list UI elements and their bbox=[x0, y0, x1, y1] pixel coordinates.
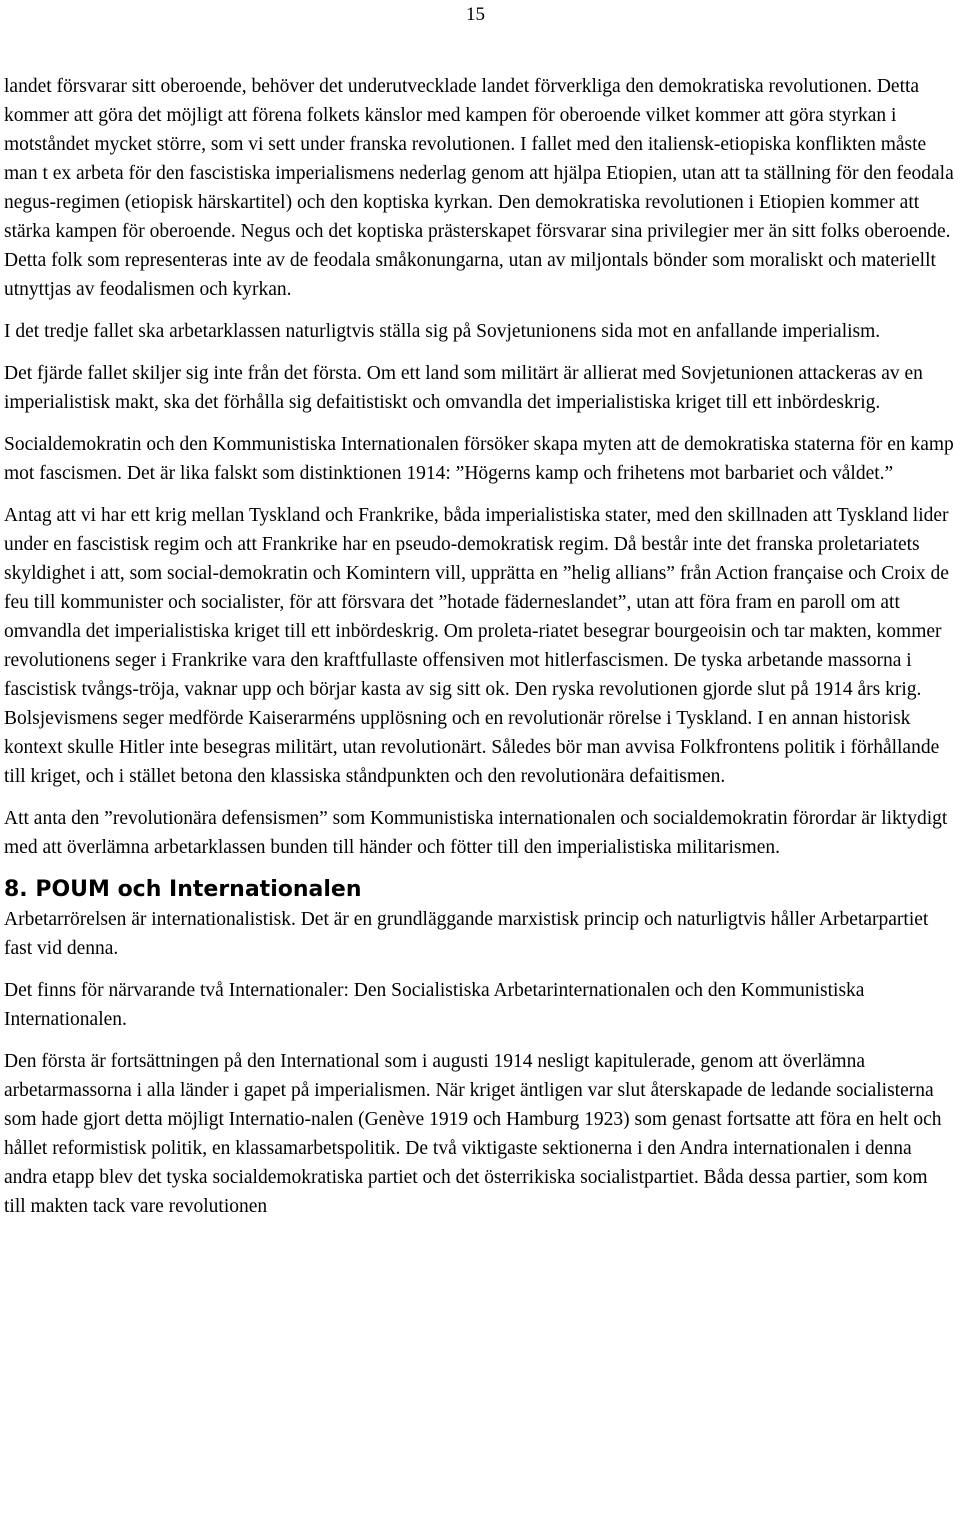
paragraph: landet försvarar sitt oberoende, behöver det underutvecklade landet förverkliga den demokratiska revolutionen. Detta kommer att göra det möjligt att förena folkets känslor med kampen för oberoende vilket kommer att göra styrkan i motståndet mycket större, som vi sett under franska revolutionen. I fallet med den italiensk-etiopiska konflikten måste man t ex arbeta för den fascistiska imperialismens nederlag genom att hjälpa Etiopien, utan att ta ställning för den feodala negus-regimen (etiopisk härskartitel) och den koptiska kyrkan. Den demokratiska revolutionen i Etiopien kommer att stärka kampen för oberoende. Negus och det koptiska prästerskapet försvarar sina privilegier mer än sitt folks oberoende. Detta folk som representeras inte av de feodala småkonungarna, utan av miljontals bönder som moraliskt och materiellt utnyttjas av feodalismen och kyrkan. bbox=[4, 76, 954, 300]
section-heading: 8. POUM och Internationalen bbox=[4, 877, 362, 902]
paragraph: Det finns för närvarande två Internationaler: Den Socialistiska Arbetarinternationalen och den Kommunistiska Internationalen. bbox=[4, 980, 865, 1030]
paragraph: Den första är fortsättningen på den International som i augusti 1914 nesligt kapitulerade, genom att överlämna arbetarmassorna i alla länder i gapet på imperialismen. När kriget äntligen var slut återskapade de ledande socialisterna som hade gjort detta möjligt Internatio-nalen (Genève 1919 och Hamburg 1923) som genast fortsatte att föra en helt och hållet reformistisk politik, en klassamarbetspolitik. De två viktigaste sektionerna i den Andra internationalen i denna andra etapp blev det tyska socialdemokratiska partiet och det österrikiska socialistpartiet. Båda dessa partier, som kom till makten tack vare revolutionen bbox=[4, 1051, 942, 1217]
page-number: 15 bbox=[466, 4, 485, 25]
document-body bbox=[4, 72, 954, 1221]
paragraph: I det tredje fallet ska arbetarklassen naturligtvis ställa sig på Sovjetunionens sida mot en anfallande imperialism. bbox=[4, 321, 881, 342]
paragraph: Att anta den ”revolutionära defensismen” som Kommunistiska internationalen och socialdemokratin förordar är liktydigt med att överlämna arbetarklassen bunden till händer och fötter till den imperialistiska militarismen. bbox=[4, 808, 948, 858]
paragraph: Arbetarrörelsen är internationalistisk. Det är en grundläggande marxistisk princip och naturligtvis håller Arbetarpartiet fast vid denna. bbox=[4, 909, 929, 959]
paragraph: Antag att vi har ett krig mellan Tyskland och Frankrike, båda imperialistiska stater, med den skillnaden att Tyskland lider under en fascistisk regim och att Frankrike har en pseudo-demokratisk regim. Då består inte det franska proletariatets skyldighet i att, som social-demokratin och Komintern vill, upprätta en ”helig allians” från Action française och Croix de feu till kommunister och socialister, för att försvara det ”hotade fäderneslandet”, utan att föra fram en paroll om att omvandla det imperialistiska kriget till ett inbördeskrig. Om proleta-riatet besegrar bourgeoisin och tar makten, kommer revolutionens seger i Frankrike vara den kraftfullaste offensiven mot hitlerfascismen. De tyska arbetande massorna i fascistisk tvångs-tröja, vaknar upp och börjar kasta av sig sitt ok. Den ryska revolutionen gjorde slut på 1914 års krig. Bolsjevismens seger medförde Kaiserarméns upplösning och en revolutionär rörelse i Tyskland. I en annan historisk kontext skulle Hitler inte besegras militärt, utan revolutionärt. Således bör man avvisa Folkfrontens politik i förhållande till kriget, och i stället betona den klassiska ståndpunkten och den revolutionära defaitismen. bbox=[4, 505, 949, 787]
paragraph: Det fjärde fallet skiljer sig inte från det första. Om ett land som militärt är allierat med Sovjetunionen attackeras av en imperialistisk makt, ska det förhålla sig defaitistiskt och omvandla det imperialistiska kriget till ett inbördeskrig. bbox=[4, 363, 923, 413]
paragraph: Socialdemokratin och den Kommunistiska Internationalen försöker skapa myten att de demokratiska staterna för en kamp mot fascismen. Det är lika falskt som distinktionen 1914: ”Högerns kamp och frihetens mot barbariet och våldet.” bbox=[4, 434, 954, 484]
